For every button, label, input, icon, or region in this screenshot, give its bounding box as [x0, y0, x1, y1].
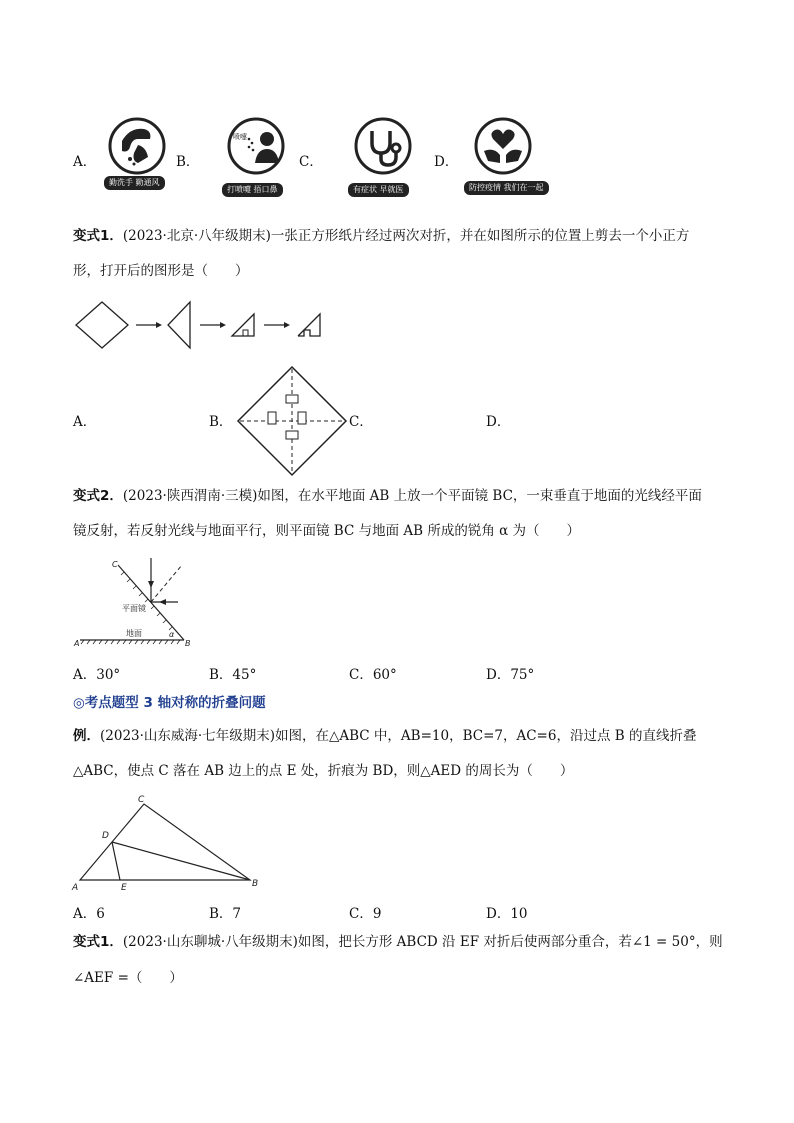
- example-line-1: [73, 726, 696, 746]
- mirror-label-b: B: [185, 639, 191, 648]
- triangle-label-a: A: [72, 883, 79, 892]
- example-label: 例．: [73, 728, 100, 744]
- example-text-1: 如图，在△ABC 中，AB=10，BC=7，AC=6，沿过点 B 的直线折叠: [274, 728, 697, 744]
- variant-1b-text-2: ∠AEF =（ ）: [73, 970, 183, 986]
- option-d-badge: 防控疫情 我们在一起: [464, 181, 549, 195]
- variant-1-source: (2023·北京·八年级期末): [122, 228, 271, 244]
- handwash-icon: [108, 117, 166, 179]
- mirror-label-ground: 地面: [126, 629, 142, 638]
- variant-1b-text-1: 如图，把长方形 ABCD 沿 EF 对折后使两部分重合，若∠1 = 50°，则: [297, 934, 723, 950]
- sneeze-icon: [227, 117, 285, 179]
- mirror-figure: [72, 555, 202, 654]
- variant-2-text-1: 如图，在水平地面 AB 上放一个平面镜 BC，一束垂直于地面的光线经平面: [257, 488, 702, 504]
- example-option-b: B．7: [209, 906, 242, 922]
- variant-1b-source: (2023·山东聊城·八年级期末): [122, 934, 298, 950]
- option-b-label: B．: [176, 154, 200, 170]
- variant-1-option-c: C．: [349, 414, 373, 430]
- option-c-label: C．: [299, 154, 323, 170]
- triangle-label-b: B: [252, 879, 259, 889]
- variant-1-label: 变式1．: [73, 228, 123, 244]
- example-source: (2023·山东威海·七年级期末): [100, 728, 275, 744]
- variant-1-line-1: [73, 226, 689, 246]
- variant-1-text-1: 一张正方形纸片经过两次对折，并在如图所示的位置上剪去一个小正方: [270, 228, 690, 244]
- variant-2-option-d: D．75°: [486, 667, 535, 683]
- variant-1b-label: 变式1．: [73, 934, 123, 950]
- variant-1-text-2: 形，打开后的图形是（ ）: [73, 263, 249, 279]
- heart-hands-icon: [474, 117, 532, 179]
- section-3-heading: ◎考点题型 3 轴对称的折叠问题: [73, 695, 266, 711]
- option-d-label: D．: [434, 154, 459, 170]
- option-a-badge: 勤洗手 勤通风: [104, 176, 165, 190]
- variant-2-option-c: C．60°: [349, 667, 397, 683]
- option-a-label: A．: [73, 154, 97, 170]
- variant-2-label: 变式2．: [73, 488, 123, 504]
- variant-2-option-a: A．30°: [73, 667, 121, 683]
- mirror-label-a: A: [74, 639, 80, 648]
- example-option-c: C．9: [349, 906, 382, 922]
- variant-2-text-2: 镜反射，若反射光线与地面平行，则平面镜 BC 与地面 AB 所成的锐角 α 为（ ）: [73, 523, 581, 539]
- mirror-label-alpha: α: [169, 630, 175, 639]
- variant-2-line-1: [73, 486, 702, 506]
- variant-2-source: (2023·陕西渭南·三模): [122, 488, 258, 504]
- variant-1-option-b: B．: [209, 414, 233, 430]
- mirror-label-mirror: 平面镜: [122, 604, 146, 613]
- option-b-badge: 打喷嚏 捂口鼻: [222, 183, 283, 197]
- stethoscope-icon: [354, 117, 412, 179]
- icon-b-text: 喷嚏: [233, 133, 247, 141]
- triangle-label-c: C: [138, 795, 145, 805]
- variant-1-option-a: A．: [73, 414, 97, 430]
- variant-1-option-d: D．: [486, 414, 511, 430]
- option-c-badge: 有症状 早就医: [348, 183, 409, 197]
- triangle-label-e: E: [121, 883, 127, 892]
- option-b-folded-square-figure: [236, 365, 348, 481]
- variant-1b-line-1: [73, 932, 723, 952]
- triangle-label-d: D: [102, 831, 109, 841]
- variant-2-option-b: B．45°: [209, 667, 257, 683]
- mirror-label-c: C: [112, 560, 118, 569]
- example-text-2: △ABC，使点 C 落在 AB 边上的点 E 处，折痕为 BD，则△AED 的周长为（ ）: [73, 763, 574, 779]
- folding-sequence-figure: [72, 300, 332, 354]
- triangle-figure: [68, 790, 268, 896]
- example-option-d: D．10: [486, 906, 528, 922]
- example-option-a: A．6: [73, 906, 105, 922]
